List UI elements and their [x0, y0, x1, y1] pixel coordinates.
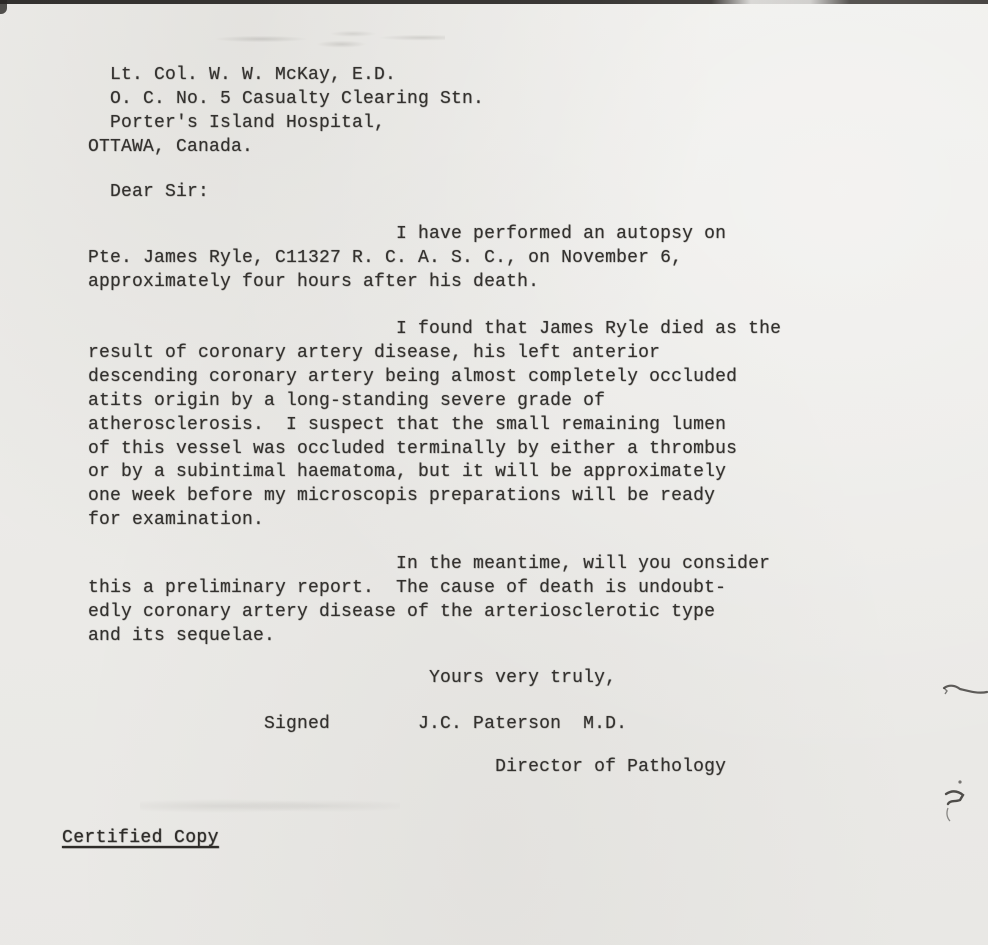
body-line: In the meantime, will you consider — [88, 554, 771, 574]
body-line: or by a subintimal haematoma, but it will be approximately — [88, 462, 727, 483]
body-line: descending coronary artery being almost completely occluded — [88, 366, 738, 387]
tear-mark — [930, 678, 988, 708]
scan-edge-artifact — [0, 0, 988, 4]
recipient-line: Lt. Col. W. W. McKay, E.D. — [88, 65, 397, 85]
body-line: edly coronary artery disease of the arteriosclerotic type — [88, 601, 716, 622]
body-line: for examination. — [88, 510, 265, 531]
body-line: Pte. James Ryle, C11327 R. C. A. S. C., on November 6, — [88, 247, 683, 268]
recipient-line: Porter's Island Hospital, — [88, 112, 386, 133]
paragraph-findings — [88, 318, 781, 533]
body-line: atherosclerosis. I suspect that the small remaining lumen — [88, 414, 727, 435]
recipient-line: OTTAWA, Canada. — [88, 136, 254, 157]
paragraph-preliminary — [88, 553, 770, 649]
body-line: this a preliminary report. The cause of death is undoubt- — [88, 577, 727, 598]
recipient-line: O. C. No. 5 Casualty Clearing Stn. — [88, 88, 485, 109]
body-line: approximately four hours after his death. — [88, 271, 540, 292]
pencil-smudge — [140, 795, 400, 817]
body-line: and its sequelae. — [88, 625, 276, 646]
body-line: one week before my microscopis preparations will be ready — [88, 486, 716, 507]
signature-line: Signed J.C. Paterson M.D. — [88, 714, 628, 734]
paragraph-autopsy — [88, 223, 726, 295]
crease-mark — [938, 780, 978, 826]
signer-title: Director of Pathology — [88, 757, 727, 777]
salutation: Dear Sir: — [88, 182, 210, 202]
valediction: Yours very truly, — [88, 668, 617, 688]
body-line: I found that James Ryle died as the — [88, 319, 782, 339]
body-line: I have performed an autopsy on — [88, 224, 727, 244]
body-line: of this vessel was occluded terminally by either a thrombus — [88, 438, 738, 459]
scan-corner-artifact — [0, 0, 7, 14]
certified-copy-label: Certified Copy — [62, 828, 219, 848]
body-line: result of coronary artery disease, his left anterior — [88, 342, 661, 363]
pencil-smudge — [215, 26, 445, 52]
body-line: atits origin by a long-standing severe grade of — [88, 390, 606, 411]
recipient-address — [88, 64, 484, 160]
